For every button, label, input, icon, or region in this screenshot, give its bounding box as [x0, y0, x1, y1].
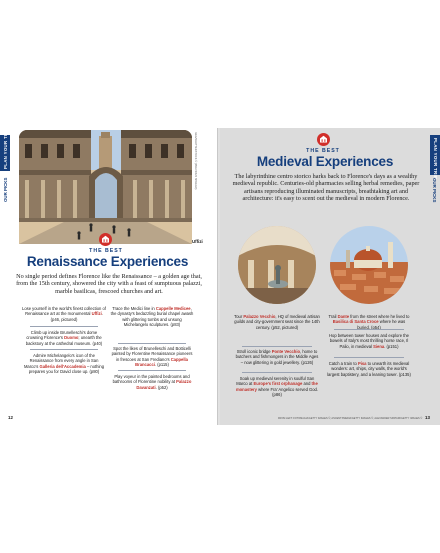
left-tip-3: Climb up inside Brunelleschi's dome crowning Florence's Duomo; unearth the backstory at the cathedral museum. (p40) [25, 330, 103, 346]
left-tip-1: Lose yourself in the world's finest collection of Renaissance art at the monumental Uffizi. (p46, pictured) [22, 306, 106, 322]
uffizi-photo [19, 130, 192, 244]
left-intro: No single period defines Florence like the Renaissance – a golden age that, from the 15th century, showered the city with a feast of sumptuous palazzi, marble basilicas, frescoed churches and art. [16, 273, 202, 295]
divider [242, 372, 312, 373]
right-page-number: 13 [425, 415, 430, 420]
left-tip-5: Admire Michelangelo's icon of the Renaissance from every angle in San Marco's Galleria dell'Accademia – nothing prepares you for David close up. (p80) [23, 353, 105, 374]
right-kicker: THE BEST [306, 148, 340, 154]
right-tip-3: Stroll iconic bridge Ponte Vecchio, home to butchers and fishmongers in the Middle Ages – now glittering in gold jewellery. (p126) [235, 349, 319, 365]
footer-credit: FROM LEFT: FOTOMAGIA/GETTY IMAGES ©; ASCENTXMEDIA/GETTY IMAGES ©; ALEXANDER SPATARI/GETTY IMAGES © [278, 417, 423, 420]
right-title: Medieval Experiences [256, 154, 394, 169]
divider [30, 326, 98, 327]
divider [334, 357, 404, 358]
right-tip-6: Catch a train to Pisa to unearth its medieval wonders: art, ships, city walls, the world's largest baptistery, and a leaning tower. (p135) [327, 361, 411, 377]
left-title: Renaissance Experiences [26, 254, 189, 269]
left-side-subtab-label: OUR PICKS [3, 177, 8, 202]
book-spread [0, 128, 440, 425]
divider [118, 370, 186, 371]
right-intro: The labyrinthine centro storico harks back to Florence's days as a wealthy medieval republic. Centuries-old pharmacies selling herbal remedies, paper artisans reproducing illuminated manuscripts, breathtaking art and architecture: it's easy to scent out the medieval in modern Florence. [232, 173, 420, 202]
right-tip-5: Soak up medieval serenity in soulful San Marco at Europe's first orphanage and the monastery where Fra' Angelico served God. (p86) [235, 376, 319, 397]
florence-skyline-photo [330, 226, 408, 304]
left-side-tab-label: PLAN YOUR TRIP [2, 128, 8, 169]
palazzo-vecchio-photo [238, 226, 316, 304]
right-page [220, 128, 440, 425]
left-tip-2: Trace the Medici line in Cappelle Medicee, the dynasty's bedazzling burial chapel awash with glittering tombs and unsung Michelangelo sculptures. (p83) [110, 306, 194, 327]
divider [242, 346, 312, 347]
divider [30, 349, 98, 350]
left-tip-4: Spot the likes of Brunelleschi and Botticelli painted by Florentine Renaissance pioneers in frescoes at San Frediano's Cappella Brancacci. (p115) [111, 346, 193, 367]
left-side-tab [0, 128, 10, 171]
left-page-number: 12 [8, 415, 13, 420]
right-tip-1: Tour Palazzo Vecchio, HQ of medieval artisan guilds and city-government seat since the 14th century. (p52, pictured) [234, 314, 320, 330]
right-tip-4: Hop between tower houses and explore the bowels of Italy's most thrilling horse race, Il Palio, in medieval Siena. (p151) [329, 333, 409, 349]
right-side-subtab-label: OUR PICKS [432, 178, 437, 203]
left-kicker: THE BEST [89, 248, 123, 254]
left-tip-6: Play voyeur in the painted bedrooms and bathrooms of Florentine nobility at Palazzo Davanzati. (p52) [112, 374, 192, 390]
photo-credit: ILEA/SHUTTERSTOCK © (PREVIOUS SPREAD) [194, 132, 197, 190]
the-best-badge-icon [317, 133, 330, 146]
left-page [0, 128, 218, 425]
right-side-tab [430, 135, 440, 180]
divider [118, 343, 186, 344]
photo-caption: Uffizi [192, 239, 203, 244]
divider [334, 329, 404, 330]
the-best-badge-icon [99, 233, 112, 246]
right-side-tab-label: PLAN YOUR TRIP [432, 138, 438, 180]
right-tip-2: Trail Dante from the street where he lived to Basilica di Santa Croce where he was buried. (p54) [328, 314, 410, 330]
